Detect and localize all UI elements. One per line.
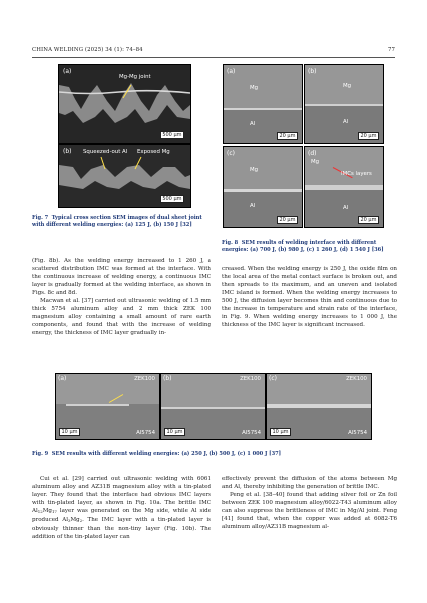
fig8b-al: Al: [343, 119, 349, 125]
fig9b-label: (b): [163, 375, 172, 382]
fig7-caption-text: Typical cross section SEM images of dual sheet joint with different welding energies: (a) 125 J, (b) 150 J [32]: [32, 215, 202, 229]
bottom-left-paragraph-1: [32, 475, 211, 541]
right-paragraph-1: creased. When the welding energy is 250 J, the oxide film on the local area of the metal contact surface is broken out, and then spreads to its maximum, and an uneven and isolated IMC island is formed. When the welding energy increases to 500 J, the diffusion layer becomes thin and continuous due to the increase in temperature and strain rate of the interface, in Fig. 9. When welding energy increases to 1 000 J, the thickness of the IMC layer is significant increased.: [222, 266, 397, 329]
bottom-right-column: [222, 475, 397, 531]
fig8d-mg: Mg: [311, 159, 320, 165]
fig9c-al: Al5754: [348, 430, 367, 436]
fig8d-imc: IMCs layers: [341, 171, 372, 177]
fig9-panel-a: [55, 373, 160, 440]
fig8-caption-number: Fig. 8: [222, 240, 239, 246]
fig7-panel-a: [58, 64, 191, 144]
bottom-right-paragraph-1: effectively prevent the diffusion of the atoms between Mg and Al, thereby inhibiting the generation of brittle IMC.: [222, 476, 397, 491]
bl-sub-3: 3: [67, 518, 71, 524]
fig7-caption-number: Fig. 7: [32, 215, 49, 221]
fig9c-label: (c): [269, 375, 277, 382]
left-column-text: [32, 257, 211, 337]
fig8d-scale-bar: 20 μm: [358, 216, 379, 225]
fig9c-zek: ZEK100: [346, 376, 367, 382]
bl-sub-1: 12: [37, 509, 43, 515]
bl-text-d: Mg: [70, 517, 80, 524]
fig9b-scale-bar: 10 μm: [164, 428, 185, 437]
fig8b-scale-bar: 20 μm: [358, 132, 379, 141]
fig7a-annotation: Mg-Mg joint: [119, 74, 151, 80]
fig7b-scale-bar: 500 μm: [160, 195, 184, 204]
bl-text-c: layer was generated on the Mg side, while Al side produced Al: [32, 508, 211, 524]
fig8-panel-d: [304, 146, 384, 228]
fig7b-annotation-al: Squeezed-out Al: [83, 149, 128, 155]
bottom-right-paragraph-2: Peng et al. [38–40] found that adding silver foil or Zn foil between ZEK 100 magnesium alloy/6022-T43 aluminum alloy can also suppress the brittleness of IMC in Mg/Al joint. Feng [41] found that, when the copper was added at 6082-T6 aluminum alloy/AZ31B magnesium al-: [222, 492, 397, 531]
left-paragraph-2: Macwan et al. [37] carried out ultrasonic welding of 1.5 mm thick 5754 aluminum alloy and 2 mm thick ZEK 100 magnesium alloy containing a small amount of rare earth components, and found that with the increase of welding energy, the thickness of IMC layer gradually in-: [32, 298, 211, 337]
fig7-panel-b: [58, 144, 191, 208]
fig7b-label: (b): [63, 148, 72, 155]
fig7-caption: [32, 215, 210, 230]
fig9a-scale-bar: 10 μm: [59, 428, 80, 437]
fig9a-zek: ZEK100: [134, 376, 155, 382]
fig8b-mg: Mg: [343, 83, 352, 89]
bl-text-a: Cui et al. [29] carried out ultrasonic welding with 6061 aluminum alloy and AZ31B magnesium alloy with a tin-plated layer. They found that the interface had obvious IMC layers with tin-plated layer, as shown in Fig. 10a. The brittle IMC Al: [32, 476, 211, 515]
bl-sub-2: 17: [51, 509, 57, 515]
fig8-panel-b: [304, 64, 384, 144]
left-paragraph-1: (Fig. 8b). As the welding energy increased to 1 260 J, a scattered distribution IMC was formed at the interface. With the continuous increase of welding energy, a continuous IMC layer is gradually formed at the welding interface, as shown in Figs. 8c and 8d.: [32, 258, 211, 297]
fig9-caption-number: Fig. 9: [32, 451, 49, 457]
fig8c-scale-bar: 20 μm: [277, 216, 298, 225]
bl-sub-4: 2: [79, 518, 83, 524]
fig7b-annotation-mg: Exposed Mg: [137, 149, 170, 155]
fig9b-al: Al5754: [242, 430, 261, 436]
fig8-panel-a: [223, 64, 303, 144]
running-header: [32, 47, 395, 57]
fig9a-label: (a): [58, 375, 67, 382]
bottom-left-column: [32, 475, 211, 541]
fig8a-label: (a): [227, 68, 236, 75]
fig8a-mg: Mg: [250, 85, 259, 91]
fig7a-scale-bar: 500 μm: [160, 131, 184, 140]
header-rule: [32, 57, 395, 58]
fig8-panel-c: [223, 146, 303, 228]
fig8c-al: Al: [250, 203, 256, 209]
fig8-caption: [222, 240, 396, 255]
fig9b-zek: ZEK100: [240, 376, 261, 382]
journal-info: CHINA WELDING (2025) 34 (1): 74–84: [32, 47, 143, 53]
fig8a-scale-bar: 20 μm: [277, 132, 298, 141]
fig9-caption-text: SEM results with different welding energies: (a) 250 J, (b) 500 J, (c) 1 000 J [37]: [51, 451, 282, 457]
fig8-caption-text: SEM results of welding interface with different energies: (a) 700 J, (b) 980 J, (c) 1 260 J, (d) 1 540 J [36]: [222, 240, 384, 254]
fig8d-al: Al: [343, 205, 349, 211]
fig8c-label: (c): [227, 150, 235, 157]
fig9-panel-b: [160, 373, 266, 440]
fig8a-al: Al: [250, 121, 256, 127]
fig9c-scale-bar: 10 μm: [270, 428, 291, 437]
fig8d-label: (d): [308, 150, 317, 157]
right-column-text: [222, 265, 397, 329]
fig7a-label: (a): [63, 68, 72, 75]
fig8b-label: (b): [308, 68, 317, 75]
fig9-caption: [32, 451, 397, 458]
bl-text-b: Mg: [42, 508, 52, 515]
page-number: 77: [387, 47, 395, 53]
fig9-panel-c: [266, 373, 372, 440]
bl-text-e: . The IMC layer with a tin-plated layer is obviously thinner than the non-tiny layer (Fig. 10b). The addition of the tin-plated layer can: [32, 517, 211, 541]
fig9a-al: Al5754: [136, 430, 155, 436]
fig8c-mg: Mg: [250, 167, 259, 173]
